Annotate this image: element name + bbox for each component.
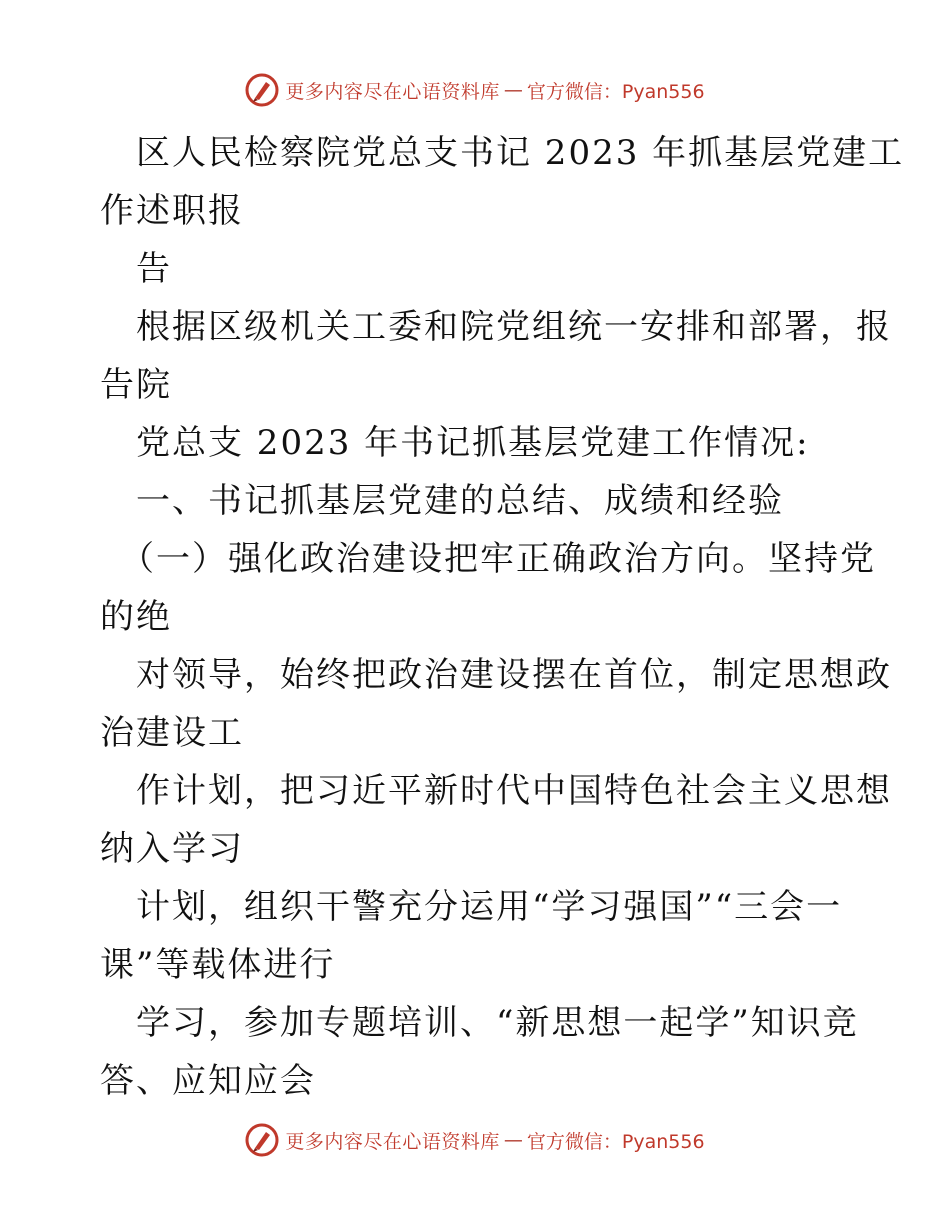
watermark-text: 更多内容尽在心语资料库 [285, 1130, 500, 1153]
paragraph-line: 告院 [100, 365, 172, 405]
paragraph-line: 计划，组织干警充分运用“学习强国”“三会一 [136, 887, 843, 927]
watermark-separator: — [503, 79, 523, 101]
section-heading: 一、书记抓基层党建的总结、成绩和经验 [136, 481, 784, 521]
pen-nib-logo-icon [245, 73, 279, 107]
paragraph-line: 学习，参加专题培训、“新思想一起学”知识竞 [136, 1003, 859, 1043]
title-line-1: 区人民检察院党总支书记 2023 年抓基层党建工 [136, 133, 905, 173]
document-body [100, 124, 905, 1110]
paragraph-line: 根据区级机关工委和院党组统一安排和部署，报 [136, 307, 892, 347]
watermark-contact: 官方微信：Pyan556 [526, 80, 705, 103]
watermark-separator: — [503, 1129, 523, 1151]
pen-nib-logo-icon [245, 1123, 279, 1157]
watermark-text: 更多内容尽在心语资料库 [285, 80, 500, 103]
paragraph-line: 的绝 [100, 597, 172, 637]
paragraph-line: 作计划，把习近平新时代中国特色社会主义思想 [136, 771, 892, 811]
paragraph-line: 对领导，始终把政治建设摆在首位，制定思想政 [136, 655, 892, 695]
paragraph-line: 党总支 2023 年书记抓基层党建工作情况: [136, 423, 810, 463]
paragraph-line: 答、应知应会 [100, 1061, 316, 1101]
title-line-3: 告 [136, 249, 172, 289]
footer-watermark [0, 1120, 950, 1160]
paragraph-line: 课”等载体进行 [100, 945, 336, 985]
subsection-heading: （一）强化政治建设把牢正确政治方向。坚持党 [120, 539, 876, 579]
watermark-contact: 官方微信：Pyan556 [526, 1130, 705, 1153]
header-watermark [0, 70, 950, 110]
title-line-2: 作述职报 [100, 191, 244, 231]
paragraph-line: 治建设工 [100, 713, 244, 753]
paragraph-line: 纳入学习 [100, 829, 244, 869]
